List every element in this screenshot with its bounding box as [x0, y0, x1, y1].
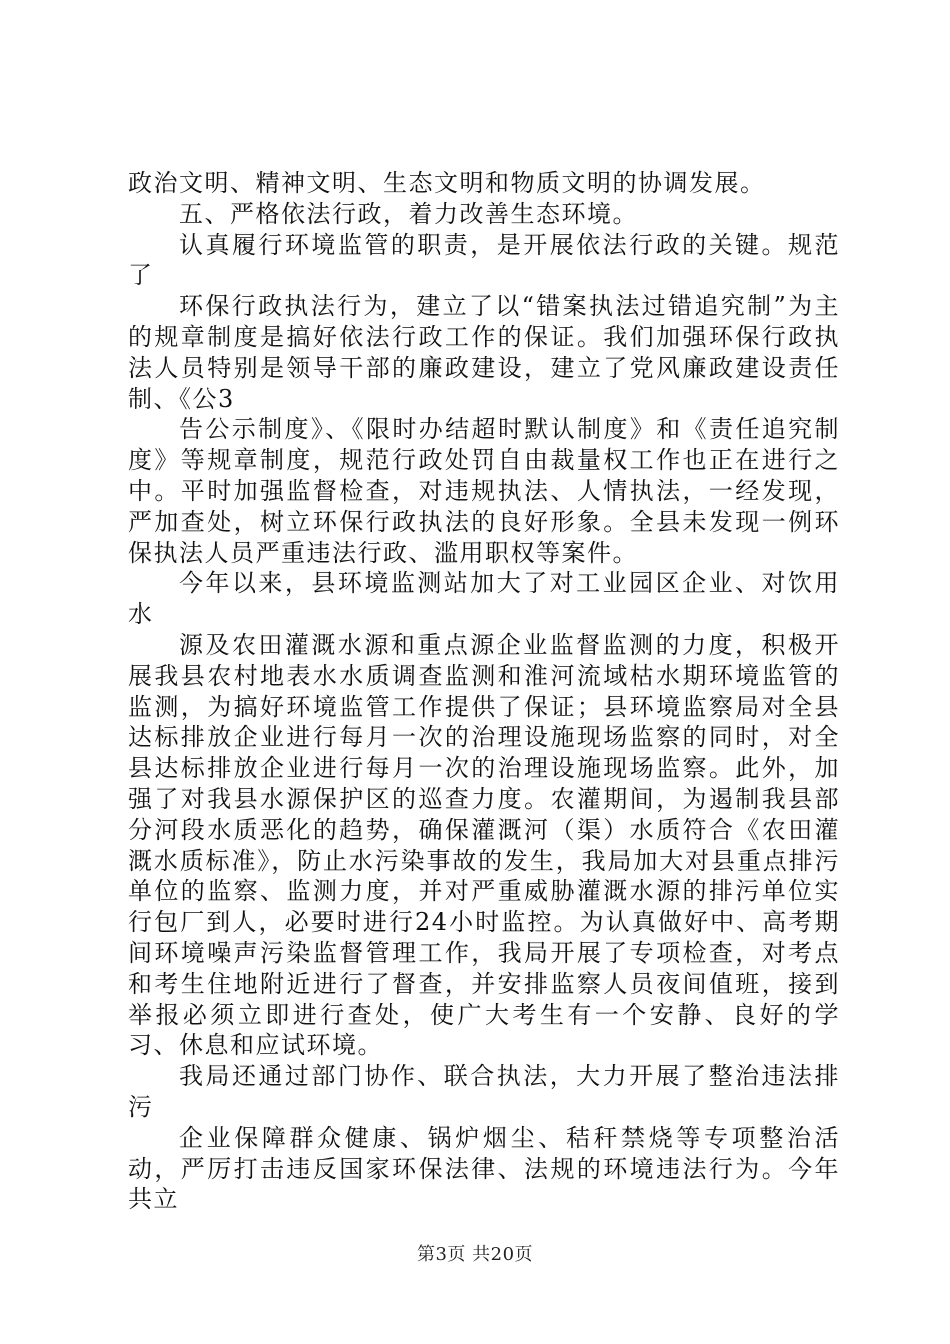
paragraph-1: 政治文明、精神文明、生态文明和物质文明的协调发展。 [128, 169, 766, 197]
paragraph-4: 环保行政执法行为，建立了以“错案执法过错追究制”为主的规章制度是搞好依法行政工作的保证。我们加强环保行政执法人员特别是领导干部的廉政建设，建立了党风廉政建设责任制、《公3 [128, 292, 840, 413]
paragraph-9: 企业保障群众健康、锅炉烟尘、秸秆禁烧等专项整治活动，严厉打击违反国家环保法律、法规的环境违法行为。今年共立 [128, 1123, 840, 1214]
paragraph-7: 源及农田灌溉水源和重点源企业监督监测的力度，积极开展我县农村地表水水质调查监测和淮河流域枯水期环境监管的监测，为搞好环境监管工作提供了保证；县环境监察局对全县达标排放企业进行每月一次的治理设施现场监察的同时，对全县达标排放企业进行每月一次的治理设施现场监察。此外，加强了对我县水源保护区的巡查力度。农灌期间，为遏制我县部分河段水质恶化的趋势，确保灌溉河（渠）水质符合《农田灌溉水质标准》，防止水污染事故的发生，我局加大对县重点排污单位的监察、监测力度，并对严重威胁灌溉水源的排污单位实行包厂到人，必要时进行24小时监控。为认真做好中、高考期间环境噪声污染监督管理工作，我局开展了专项检查，对考点和考生住地附近进行了督查，并安排监察人员夜间值班，接到举报必须立即进行查处，使广大考生有一个安静、良好的学习、休息和应试环境。 [128, 630, 840, 1060]
document-body [128, 168, 840, 1215]
paragraph-3: 认真履行环境监管的职责，是开展依法行政的关键。规范了 [128, 230, 840, 290]
paragraph-5: 告公示制度》、《限时办结超时默认制度》和《责任追究制度》等规章制度，规范行政处罚自由裁量权工作也正在进行之中。平时加强监督检查，对违规执法、人情执法，一经发现，严加查处，树立环保行政执法的良好形象。全县未发现一例环保执法人员严重违法行政、滥用职权等案件。 [128, 415, 840, 567]
paragraph-6: 今年以来，县环境监测站加大了对工业园区企业、对饮用水 [128, 569, 840, 629]
paragraph-8: 我局还通过部门协作、联合执法，大力开展了整治违法排污 [128, 1062, 840, 1121]
paragraph-2: 五、严格依法行政，着力改善生态环境。 [179, 199, 638, 228]
page-footer: 第3页 共20页 [416, 1244, 534, 1265]
